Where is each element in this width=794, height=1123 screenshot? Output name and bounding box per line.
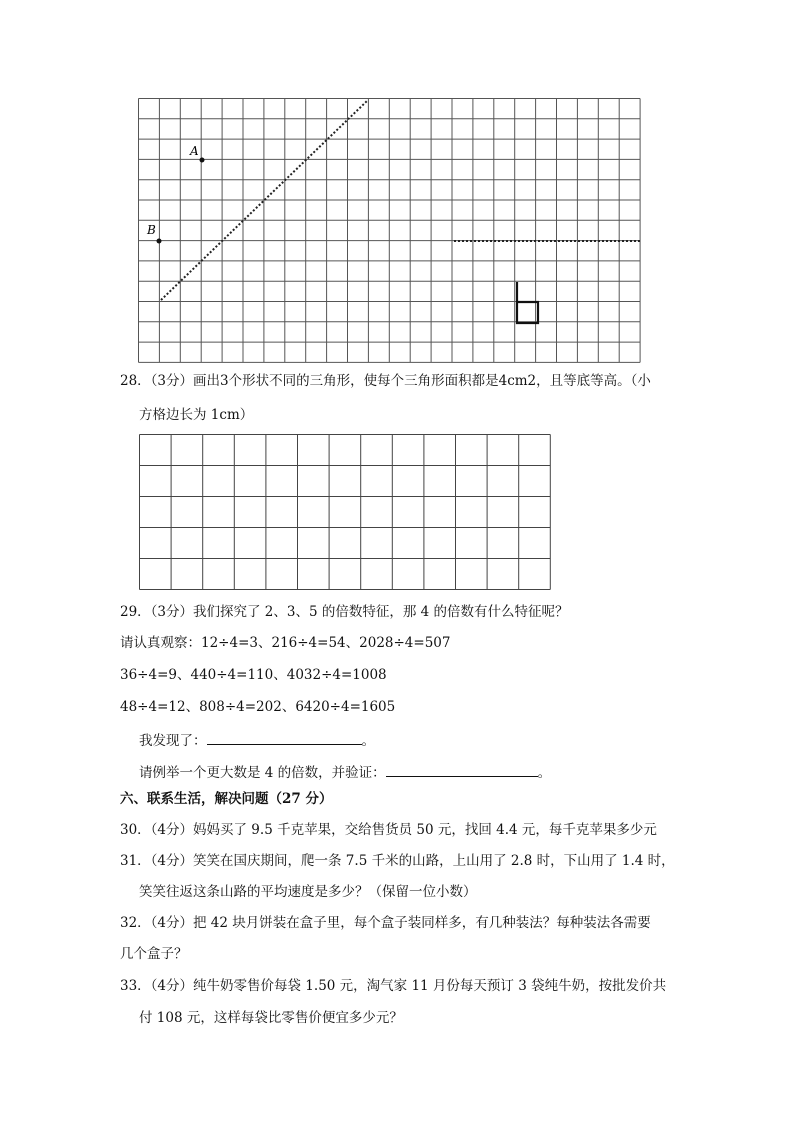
- point-b-label: B: [147, 223, 156, 237]
- shape-six: [517, 282, 538, 323]
- q33-line1: 33．（4分）纯牛奶零售价每袋 1.50 元，淘气家 11 月份每天预订 3 袋纯牛奶，按批发价共: [120, 978, 667, 994]
- point-b: [157, 239, 162, 244]
- q29-row3: 48÷4=12、808÷4=202、6420÷4=1605: [120, 699, 396, 715]
- q29-example-suffix: 。: [537, 765, 552, 781]
- q33-line2: 付 108 元，这样每袋比零售价便宜多少元？: [139, 1010, 403, 1026]
- q28-line1: 28．（3分）画出3个形状不同的三角形，使每个三角形面积都是4cm2，且等底等高。（小: [120, 373, 651, 389]
- top-grid-figure: [138, 98, 644, 366]
- point-a-label: A: [190, 144, 199, 158]
- q31-line1: 31．（4分）笑笑在国庆期间，爬一条 7.5 千米的山路，上山用了 2.8 时，下山用了 1.4 时，: [120, 853, 675, 869]
- point-a: [200, 158, 205, 163]
- q29-row2: 36÷4=9、440÷4=110、4032÷4=1008: [120, 667, 387, 683]
- q29-example-line: [139, 762, 551, 782]
- q29-found-prefix: 我发现了：: [139, 733, 207, 749]
- q28-line2: 方格边长为 1cm）: [139, 407, 254, 423]
- q29-found-line: [139, 730, 375, 750]
- triangle-grid-lines: [140, 435, 551, 590]
- q29-example-prefix: 请例举一个更大数是 4 的倍数，并验证：: [139, 765, 386, 781]
- q32-line2: 几个盒子？: [120, 946, 188, 962]
- q29-found-blank[interactable]: [207, 730, 362, 745]
- q30-text: 30．（4分）妈妈买了 9.5 千克苹果，交给售货员 50 元，找回 4.4 元，每千克苹果多少元: [120, 822, 657, 838]
- q29-observe-row1: [120, 634, 450, 652]
- q31-line2: 笑笑往返这条山路的平均速度是多少？（保留一位小数）: [139, 884, 477, 900]
- top-grid-lines: [139, 99, 641, 363]
- triangle-grid: [139, 434, 553, 591]
- q29-observe-prefix: 请认真观察：: [120, 635, 201, 651]
- q29-title: 29．（3分）我们探究了 2、3、5 的倍数特征，那 4 的倍数有什么特征呢？: [120, 604, 569, 620]
- q29-example-blank[interactable]: [386, 762, 538, 777]
- section6-title: 六、联系生活，解决问题（27 分）: [120, 791, 333, 807]
- q32-line1: 32．（4分）把 42 块月饼装在盒子里，每个盒子装同样多，有几种装法？每种装法各需要: [120, 915, 651, 931]
- q29-row1: 12÷4=3、216÷4=54、2028÷4=507: [201, 635, 451, 651]
- q29-found-suffix: 。: [361, 733, 375, 749]
